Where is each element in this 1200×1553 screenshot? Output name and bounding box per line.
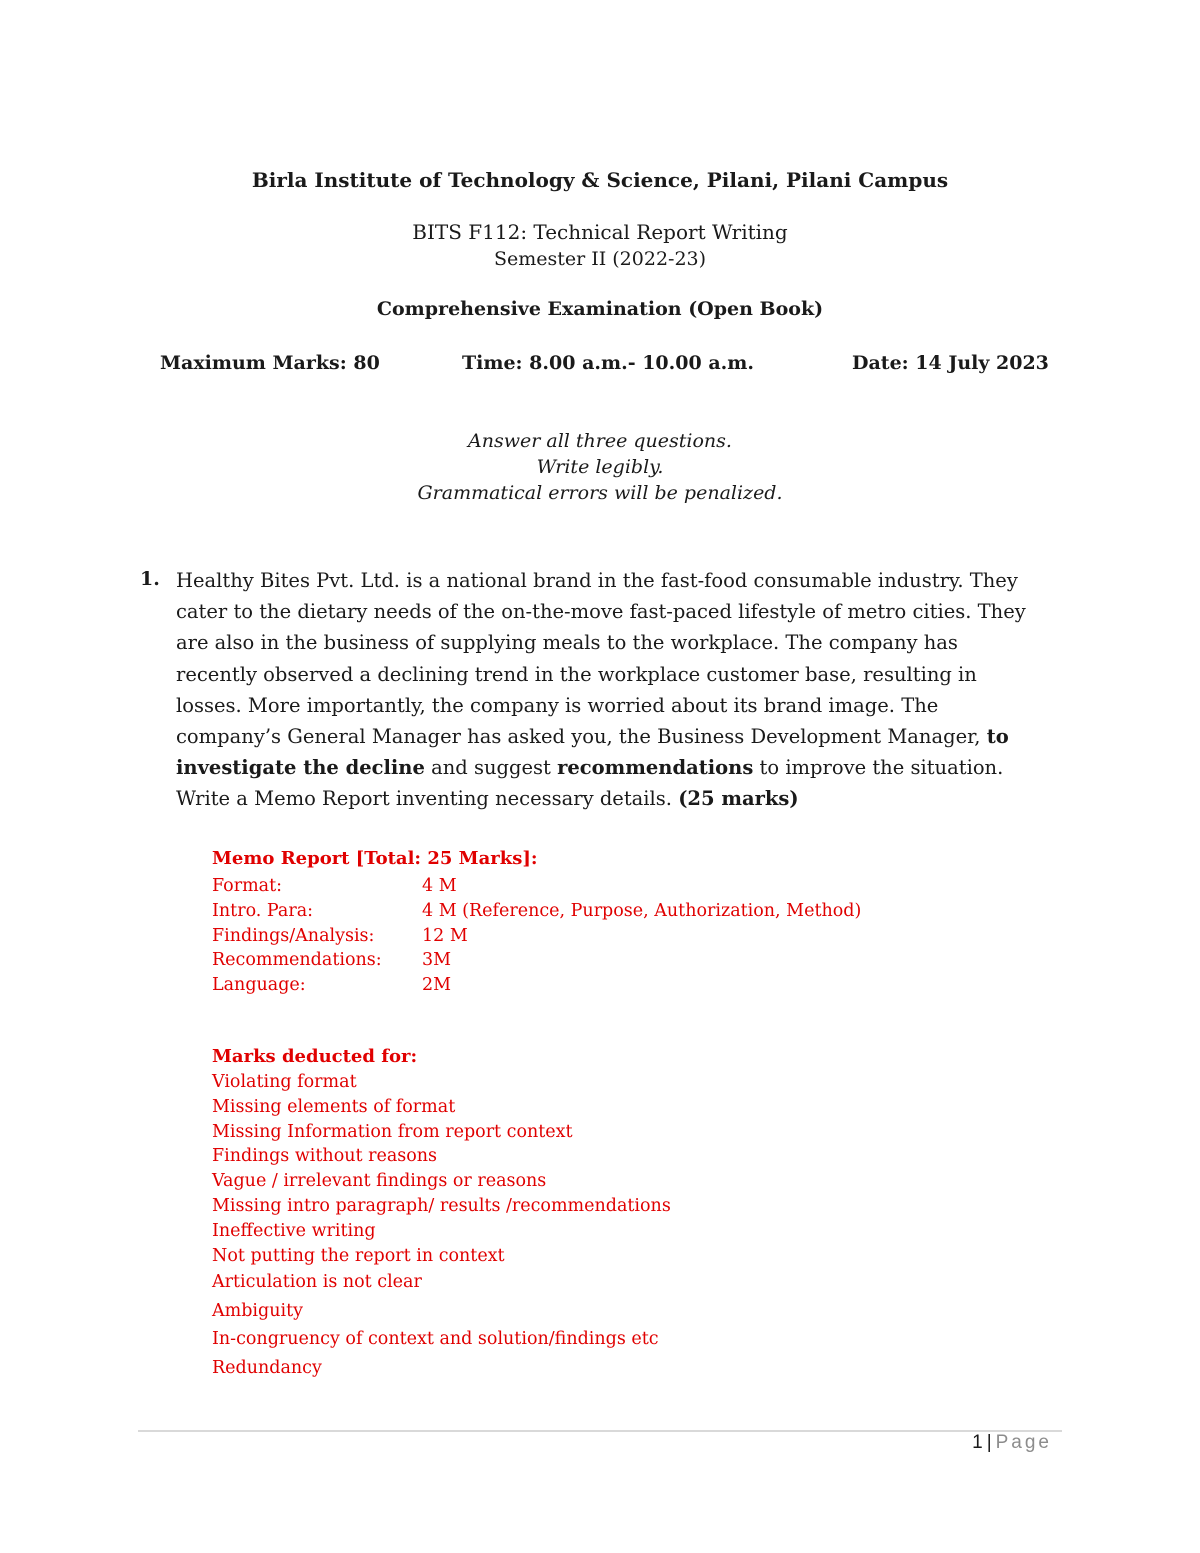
page-label: Page [995, 1432, 1052, 1453]
deduction-item: Articulation is not clear [212, 1272, 422, 1293]
rubric-table [212, 874, 861, 998]
deduction-item: In-congruency of context and solution/findings etc [212, 1329, 659, 1350]
deduction-item: Violating format [212, 1072, 357, 1092]
page-number: 1 [972, 1432, 983, 1453]
institute-name: Birla Institute of Technology & Science, Pilani, Pilani Campus [251, 168, 949, 192]
question-emphasis: to investigate the decline [176, 725, 1009, 780]
question-text-part: and suggest [424, 756, 558, 780]
instruction-line: Write legibly. [536, 456, 664, 478]
deduction-item: Missing Information from report context [212, 1121, 573, 1142]
rubric-value: 4 M [422, 876, 457, 896]
rubric-label: Format: [212, 876, 283, 896]
deduction-item: Ambiguity [212, 1300, 304, 1321]
deduction-item: Vague / irrelevant findings or reasons [212, 1171, 547, 1192]
question-marks: (25 marks) [678, 787, 799, 811]
instruction-line: Answer all three questions. [468, 430, 732, 452]
question-text [176, 565, 1036, 815]
rubric-row [212, 948, 861, 973]
rubric-row [212, 924, 861, 949]
question-emphasis: recommendations [557, 756, 754, 780]
exam-title: Comprehensive Examination (Open Book) [376, 298, 824, 320]
rubric-label: Findings/Analysis: [212, 925, 375, 946]
rubric-row [212, 874, 861, 899]
rubric-row [212, 899, 861, 924]
deductions-list [212, 1070, 671, 1382]
instruction-line: Grammatical errors will be penalized. [417, 482, 783, 504]
rubric-label: Intro. Para: [212, 900, 314, 921]
exam-time: Time: 8.00 a.m.- 10.00 a.m. [462, 352, 754, 374]
exam-date: Date: 14 July 2023 [852, 352, 1049, 374]
deduction-item: Missing elements of format [212, 1096, 456, 1117]
rubric-title: Memo Report [Total: 25 Marks]: [212, 848, 538, 869]
footer-divider [138, 1430, 1062, 1432]
max-marks: Maximum Marks: 80 [160, 352, 380, 374]
footer-separator: | [986, 1432, 992, 1453]
rubric-value: 3M [422, 950, 452, 971]
semester: Semester II (2022-23) [493, 248, 707, 270]
page-footer [972, 1432, 1052, 1454]
rubric-label: Language: [212, 975, 306, 996]
rubric-value: 4 M (Reference, Purpose, Authorization, Method) [422, 900, 862, 921]
question-number: 1. [140, 568, 160, 590]
rubric-value: 12 M [422, 925, 468, 946]
course-title: BITS F112: Technical Report Writing [412, 220, 788, 244]
question-text-part: Healthy Bites Pvt. Ltd. is a national brand in the fast-food consumable industry. They cater to the dietary needs of the on-the-move fast-paced lifestyle of metro cities. They are also in the business of supplying meals to the workplace. The company has recently observed a declining trend in the workplace customer base, resulting in losses. More importantly, the company is worried about its brand image. The company’s General Manager has asked you, the Business Development Manager, [176, 569, 1026, 749]
rubric-value: 2M [422, 975, 452, 996]
rubric-row [212, 973, 861, 998]
question-text-part: to improve the situation. Write a Memo Report inventing necessary details. [176, 756, 1004, 811]
deduction-item: Redundancy [212, 1357, 322, 1378]
deduction-item: Findings without reasons [212, 1146, 438, 1167]
rubric-label: Recommendations: [212, 950, 382, 971]
deduction-item: Not putting the report in context [212, 1245, 505, 1266]
deduction-item: Ineffective writing [212, 1220, 376, 1241]
deduction-item: Missing intro paragraph/ results /recommendations [212, 1195, 671, 1216]
deductions-title: Marks deducted for: [212, 1046, 418, 1067]
